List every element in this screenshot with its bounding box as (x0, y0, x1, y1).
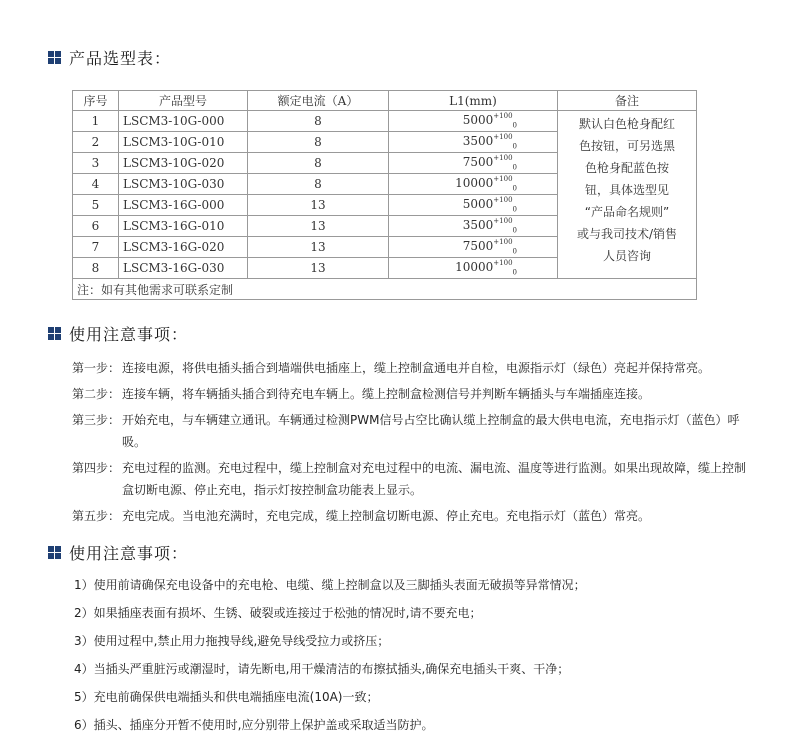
length-value: 3500 (462, 218, 494, 233)
cell-no: 1 (73, 111, 119, 132)
tolerance-lower: 0 (512, 163, 517, 172)
list-item: 4）当插头严重脏污或潮湿时，请先断电,用干燥清洁的布擦拭插头,确保充电插头干爽、干净； (74, 662, 570, 676)
table-footnote: 注：如有其他需求可联系定制 (73, 279, 697, 300)
remark-line: 人员咨询 (602, 249, 651, 263)
step-text: 开始充电，与车辆建立通讯。车辆通过检测PWM信号占空比确认缆上控制盒的最大供电电流，充电指示灯（蓝色）呼吸。 (122, 413, 740, 449)
tolerance-lower: 0 (512, 142, 517, 151)
list-item: 5）充电前确保供电端插头和供电端插座电流(10A)一致； (74, 690, 379, 704)
tolerance-lower: 0 (512, 226, 517, 235)
cell-no: 5 (73, 195, 119, 216)
list-item: 6）插头、插座分开暂不使用时,应分别带上保护盖或采取适当防护。 (74, 718, 434, 732)
step-label: 第四步： (72, 461, 121, 475)
step-label: 第五步： (72, 509, 121, 523)
step-label: 第一步： (72, 361, 121, 375)
cell-length (389, 258, 558, 279)
cell-current: 13 (248, 258, 389, 279)
four-square-icon (48, 546, 61, 559)
cell-model: LSCM3-16G-010 (119, 216, 248, 237)
section-title: 产品选型表： (69, 49, 172, 68)
length-value: 5000 (462, 197, 494, 212)
header-remark: 备注 (558, 91, 697, 111)
cell-current: 8 (248, 174, 389, 195)
step-label: 第二步： (72, 387, 121, 401)
cell-model: LSCM3-16G-020 (119, 237, 248, 258)
cell-no: 6 (73, 216, 119, 237)
remark-line: 默认白色枪身配红 (578, 117, 675, 131)
length-value: 5000 (462, 113, 494, 128)
step-text: 连接电源，将供电插头插合到墙端供电插座上，缆上控制盒通电并自检，电源指示灯（绿色）亮起并保持常亮。 (122, 361, 711, 375)
precaution-list (74, 575, 586, 743)
header-length: L1(mm) (389, 91, 558, 111)
tolerance-upper: +100 (493, 112, 513, 121)
tolerance-upper: +100 (493, 196, 513, 205)
step-text: 连接车辆，将车辆插头插合到待充电车辆上。缆上控制盒检测信号并判断车辆插头与车端插座连接。 (122, 387, 651, 401)
step-text: 充电完成。当电池充满时，充电完成，缆上控制盒切断电源、停止充电。充电指示灯（蓝色）常亮。 (122, 509, 651, 523)
step-text: 充电过程的监测。充电过程中，缆上控制盒对充电过程中的电流、漏电流、温度等进行监测。如果出现故障，缆上控制盒切断电源、停止充电，指示灯按控制盒功能表上显示。 (122, 461, 747, 497)
tolerance-upper: +100 (493, 238, 513, 247)
table-footnote-row (73, 279, 697, 300)
section-title: 使用注意事项： (69, 544, 189, 563)
tolerance-lower: 0 (512, 121, 517, 130)
section-title: 使用注意事项： (69, 325, 189, 344)
list-item (72, 383, 752, 405)
cell-model: LSCM3-10G-030 (119, 174, 248, 195)
tolerance-lower: 0 (512, 268, 517, 277)
cell-current: 8 (248, 132, 389, 153)
cell-model: LSCM3-10G-020 (119, 153, 248, 174)
section-heading-precautions (48, 541, 188, 564)
tolerance-upper: +100 (493, 154, 513, 163)
tolerance-upper: +100 (493, 217, 513, 226)
length-value: 3500 (462, 134, 494, 149)
cell-current: 13 (248, 237, 389, 258)
cell-model: LSCM3-16G-000 (119, 195, 248, 216)
list-item (72, 505, 752, 527)
usage-steps (72, 357, 752, 531)
length-value: 10000 (455, 260, 494, 275)
table-row (73, 111, 697, 132)
list-item: 3）使用过程中,禁止用力拖拽导线,避免导线受拉力或挤压； (74, 634, 390, 648)
length-value: 10000 (455, 176, 494, 191)
tolerance-upper: +100 (493, 259, 513, 268)
header-no: 序号 (73, 91, 119, 111)
remark-line: “产品命名规则” (584, 205, 670, 219)
product-selection-table (72, 90, 697, 300)
list-item: 1）使用前请确保充电设备中的充电枪、电缆、缆上控制盒以及三脚插头表面无破损等异常情况； (74, 578, 586, 592)
four-square-icon (48, 51, 61, 64)
tolerance-upper: +100 (493, 133, 513, 142)
tolerance-upper: +100 (493, 175, 513, 184)
header-current: 额定电流（A） (248, 91, 389, 111)
section-heading-selection (48, 46, 171, 69)
list-item (72, 409, 752, 453)
cell-no: 4 (73, 174, 119, 195)
list-item (72, 357, 752, 379)
cell-model: LSCM3-10G-000 (119, 111, 248, 132)
cell-model: LSCM3-16G-030 (119, 258, 248, 279)
list-item (72, 457, 752, 501)
cell-no: 8 (73, 258, 119, 279)
list-item: 2）如果插座表面有损坏、生锈、破裂或连接过于松弛的情况时,请不要充电； (74, 606, 482, 620)
cell-no: 7 (73, 237, 119, 258)
cell-length (389, 195, 558, 216)
cell-length (389, 111, 558, 132)
header-model: 产品型号 (119, 91, 248, 111)
cell-length (389, 174, 558, 195)
remark-line: 或与我司技术/销售 (576, 227, 678, 241)
tolerance-lower: 0 (512, 205, 517, 214)
remark-line: 色按钮，可另选黑 (578, 139, 675, 153)
cell-current: 13 (248, 216, 389, 237)
cell-length (389, 153, 558, 174)
cell-length (389, 132, 558, 153)
four-square-icon (48, 327, 61, 340)
table-header-row (73, 91, 697, 111)
cell-length (389, 216, 558, 237)
cell-length (389, 237, 558, 258)
cell-current: 8 (248, 153, 389, 174)
cell-current: 8 (248, 111, 389, 132)
section-heading-steps (48, 322, 188, 345)
remark-cell (558, 111, 697, 279)
tolerance-lower: 0 (512, 247, 517, 256)
step-label: 第三步： (72, 413, 121, 427)
tolerance-lower: 0 (512, 184, 517, 193)
cell-no: 3 (73, 153, 119, 174)
length-value: 7500 (462, 155, 494, 170)
length-value: 7500 (462, 239, 494, 254)
cell-no: 2 (73, 132, 119, 153)
cell-model: LSCM3-10G-010 (119, 132, 248, 153)
remark-line: 钮，具体选型见 (584, 183, 669, 197)
cell-current: 13 (248, 195, 389, 216)
remark-line: 色枪身配蓝色按 (584, 161, 669, 175)
